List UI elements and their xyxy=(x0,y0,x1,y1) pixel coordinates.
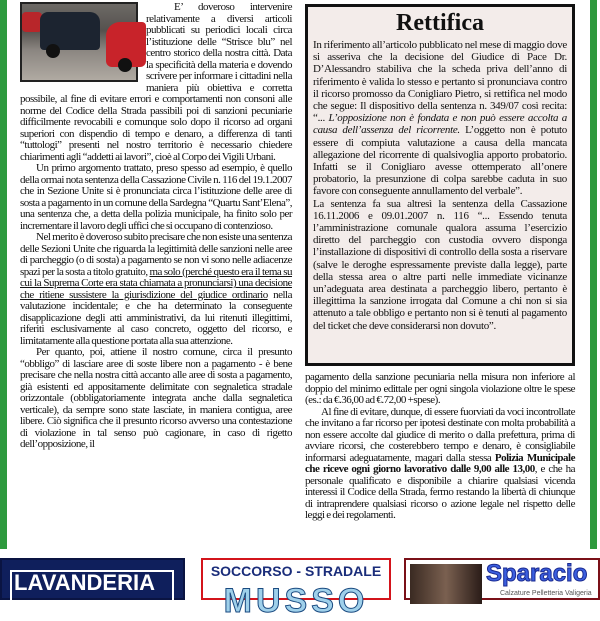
article-paragraph xyxy=(20,232,292,347)
rettifica-paragraph: La sentenza fa sua altresì la sentenza della Cassazione 16.11.2006 e 09.01.2007 n. 116 “... Essendo tenuta l’amministrazione comunale qualora assuma l’esercizio diretto del parcheggio con custodia ovvero disponga l’installazione di dispositivi di controllo della sosta a riservare (salve le deroghe espressamente previste dalla legge), parte della stessa area o altre parti nelle immediate vicinanze un’adeguata area destinata a parcheggio libero, pertanto è illegittima la sanzione irrogata dal Comune a chi non si sia attenuto a tale obbligo e pertanto non si è tenuti al pagamento del ticket che deve considerarsi non dovuto”. xyxy=(313,197,567,332)
soccorso-label: SOCCORSO - STRADALE xyxy=(210,563,382,579)
rettifica-paragraph xyxy=(313,39,567,198)
rettifica-title: Rettifica xyxy=(396,10,484,36)
model-photo xyxy=(410,564,482,604)
musso-logo: MUSSO xyxy=(223,582,369,620)
underlined-text: ma solo (perché questo era il tema su cui la Suprema Corte era stata chiamata a pronunciarsi) una decisione che ritiene sussistere la giurisdizione del giudice ordinario xyxy=(20,265,293,301)
lavanderia-label: LAVANDERIA xyxy=(14,570,155,595)
article-left-column xyxy=(20,2,292,451)
rettifica-box xyxy=(305,4,575,366)
text: In riferimento all’articolo pubblicato nel mese di maggio dove si asseriva che la decisione del Giudice di Pace Dr. D’Alessandro stabiliva che la scheda priva dell’anno di riferimento è valida lo stesso e pertanto si pronunciava contro il ricorso promosso da Conigliaro Pietro, si rettifica nel modo che segue: Il dispositivo della sentenza n. 349/07 così recita: “... xyxy=(313,39,567,125)
left-green-border xyxy=(0,0,7,549)
italic-quote: L’opposizione non è fondata e non può essere accolta a causa dell’assenza del ricorrente. xyxy=(313,112,567,137)
bold-text: Polizia Municipale che riceve ogni giorno lavorativo dalle 9,00 alle 13,00 xyxy=(305,451,575,475)
soccorso-stradale-ad[interactable] xyxy=(201,558,391,620)
article-paragraph: pagamento della sanzione pecuniaria nella misura non inferiore al doppio del minimo edittale per ogni singola violazione oltre le spese (es.: da €.36,00 ad €.72,00 +spese). xyxy=(305,371,575,406)
lavanderia-ad[interactable] xyxy=(0,558,185,600)
text: L’oggetto non è potuto essere di compiuta valutazione a causa della mancata allegazione del ricorrente di qualsivoglia apporto probatorio. Infatti se il Conigliaro avesse ottemperato all’onere probatorio, la presunzione di colpa sarebbe caduta in suo favore con conseguente annullamento del verbale”. xyxy=(313,124,567,198)
article-paragraph: E’ doveroso intervenire relativamente a diversi articoli pubblicati su periodici locali circa l’istituzione delle “Strisce blu” nel centro storico della nostra città. Data la specificità della materia e dovendo scrivere per informare i cittadini nella maniera più obiettiva e corretta possibile, al fine di evitare errori e comportamenti non consoni alle norme del Codice della Strada passibili poi di sanzioni pecuniarie difficilmente revocabili e comunque solo dopo il ricorso ad organi superiori con dispendio di tempo e denaro, a differenza di tanti “tuttologi” presenti nel nostro territorio è necessario chiedere chiarimenti agli “addetti ai lavori”, cioè al Corpo dei Vigili Urbani. xyxy=(20,1,292,163)
article-paragraph: Un primo argomento trattato, preso spesso ad esempio, è quello della ormai nota sentenza della Cassazione Civile n. 116 del 19.1.2007 che in Sezione Unite si è pronunciata circa l’istituzione delle aree di sosta a pagamento in un comune della Sardegna “Quartu Sant’Elena”, una sentenza che, a detta della polizia municipale, ha finito solo per incrementare il lavoro degli uffici che si occupano di contenzioso. xyxy=(20,162,292,232)
article-paragraph xyxy=(305,407,575,522)
article-paragraph: Per quanto, poi, attiene il nostro comune, circa il presunto “obbligo” di lasciare aree di soste libere non a pagamento - è bene precisare che nella nostra città accanto alle aree di sosta a pagamento, già esistenti ed appositamente delimitate con segnaletica stradale orizzontale (obbligatoriamente integrata anche dalla segnaletica verticale), da sempre sono state lasciate, in maniera contigua, aree libere. Ciò significa che il presunto ricorso avverso una contestazione di violazione in tal senso può cagionare, in caso di rigetto dell’opposizione, il xyxy=(20,346,292,450)
sparacio-logo: Sparacio xyxy=(486,560,588,587)
text: nella valutazione incidentale; e che ha determinato la conseguente disapplicazione degli atti amministrativi, da lui ritenuti illegittimi, riferiti esclusivamente al caso concreto, oggetto del ricorso, e limitatamente alla questione portata alla sua attenzione. xyxy=(20,288,292,347)
text: , e che ha personale qualificato e disponibile a chiarire qualsiasi vicenda interessi il Codice della Strada, fermo restando la libertà di chiunque di intraprendere qualsiasi ricorso o azione legale nel rispetto delle leggi e dei regolamenti. xyxy=(305,463,575,521)
right-green-border xyxy=(590,0,597,549)
text: Nel merito è doveroso subito precisare che non esiste una sentenza delle Sezioni Unite che riguarda la legittimità delle sanzioni nelle aree di parcheggio (o di sosta) a pagamento se non vi sono nelle adiacenze spazi per la sosta a titolo gratuito, xyxy=(20,231,292,278)
parked-cars-photo xyxy=(20,2,138,82)
article-right-column xyxy=(305,372,575,522)
sparacio-subtitle: Calzature Pelletteria Valigeria xyxy=(500,590,592,597)
text: Al fine di evitare, dunque, di essere fuorviati da voci incontrollate che invitano a far ricorso per ipotesi destinate con molta probabilità a non essere accolte dal giudice di merito o dalla prefettura, prima di avviare ricorsi, che costerebbero tempo e denaro, è consigliabile informarsi adeguatamente, magari dalla stessa xyxy=(305,405,575,464)
sparacio-ad[interactable] xyxy=(404,558,600,600)
